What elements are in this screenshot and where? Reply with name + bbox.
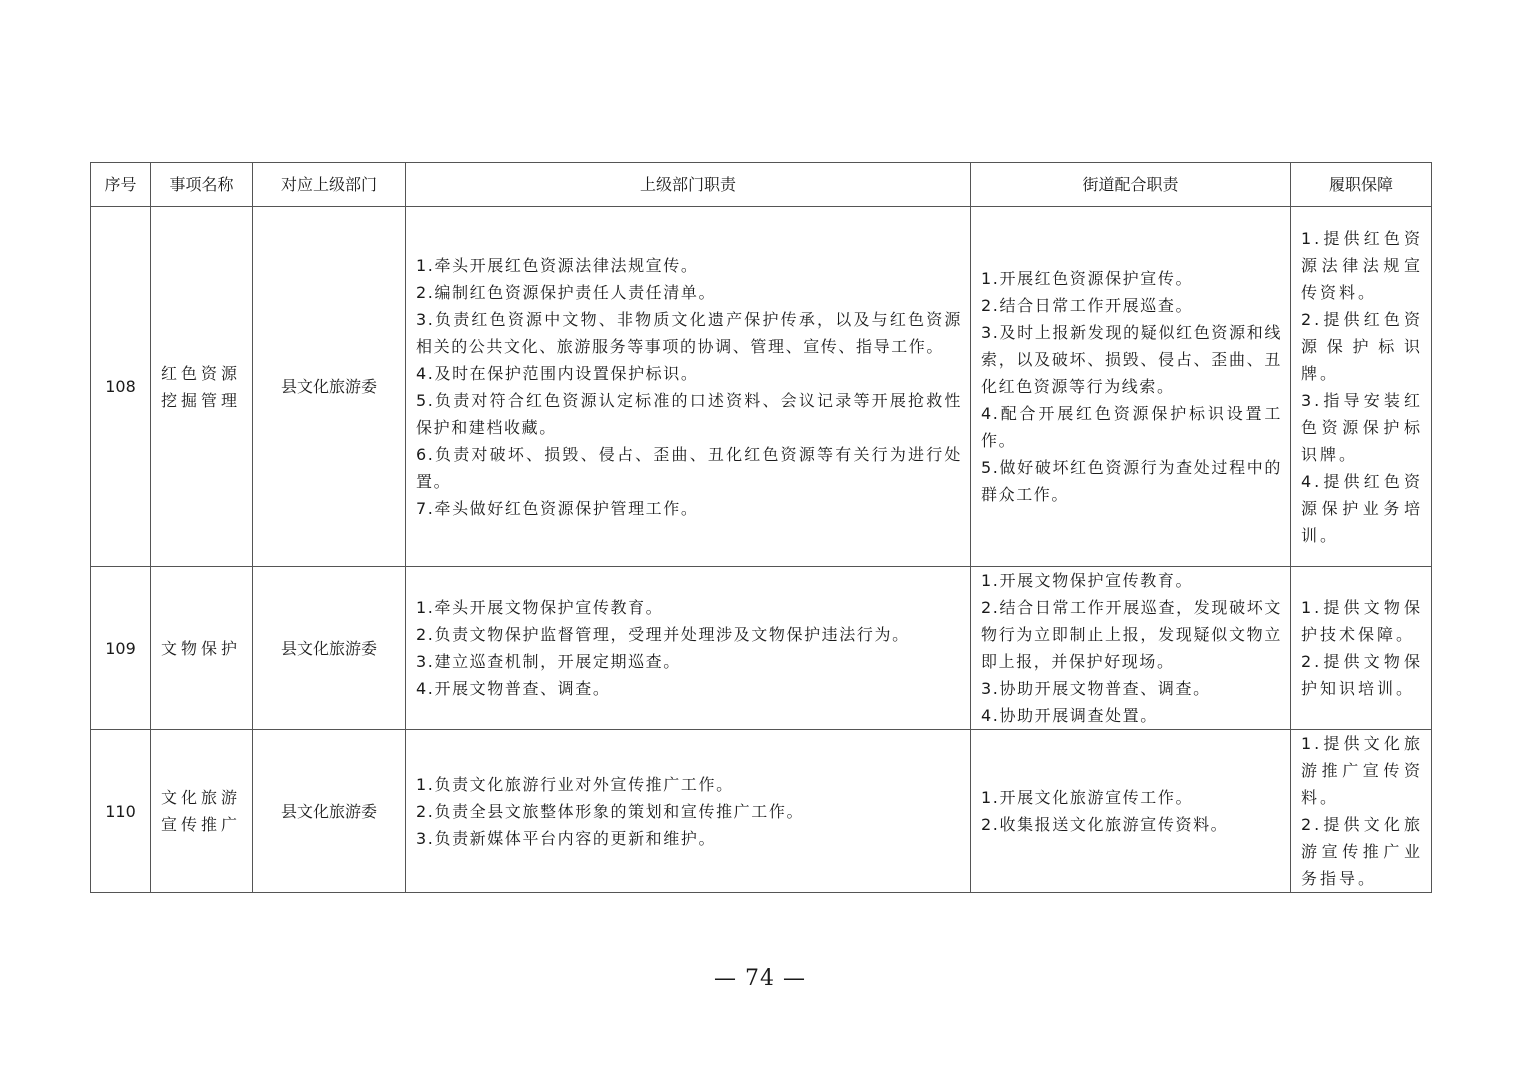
list-item: 2.提供红色资源保护标识牌。 [1301,309,1423,383]
superior-duties-cell [406,567,971,730]
header-guarantee: 履职保障 [1291,163,1432,207]
guarantee-list [1301,594,1423,702]
list-item: 5.负责对符合红色资源认定标准的口述资料、会议记录等开展抢救性保护和建档收藏。 [416,390,962,437]
list-item: 1.牵头开展红色资源法律法规宣传。 [416,255,699,275]
street-duties-list [981,265,1282,508]
row-number: 110 [91,730,151,893]
dept-cell: 县文化旅游委 [253,207,406,567]
list-item: 3.协助开展文物普查、调查。 [981,679,1211,698]
list-item: 2.负责全县文旅整体形象的策划和宣传推广工作。 [416,801,805,821]
row-number: 109 [91,567,151,730]
list-item: 1.开展文物保护宣传教育。 [981,571,1194,590]
superior-duties-list [416,771,962,852]
item-name: 文物保护 [161,638,242,658]
list-item: 4.开展文物普查、调查。 [416,679,611,698]
list-item: 3.及时上报新发现的疑似红色资源和线索，以及破坏、损毁、侵占、歪曲、丑化红色资源等行为线索。 [981,323,1282,396]
list-item: 5.做好破坏红色资源行为查处过程中的群众工作。 [981,458,1282,504]
list-item: 2.提供文物保护知识培训。 [1301,652,1423,698]
list-item: 1.提供文化旅游推广宣传资料。 [1301,734,1423,807]
list-item: 7.牵头做好红色资源保护管理工作。 [416,498,699,518]
item-name: 文化旅游宣传推广 [161,788,242,834]
dept-cell: 县文化旅游委 [253,567,406,730]
list-item: 3.指导安装红色资源保护标识牌。 [1301,390,1423,464]
guarantee-list [1301,225,1423,549]
list-item: 3.负责红色资源中文物、非物质文化遗产保护传承，以及与红色资源相关的公共文化、旅游服务等事项的协调、管理、宣传、指导工作。 [416,309,962,356]
guarantee-list [1301,730,1423,892]
list-item: 4.配合开展红色资源保护标识设置工作。 [981,404,1282,450]
list-item: 1.开展红色资源保护宣传。 [981,269,1194,288]
street-duties-cell [971,207,1291,567]
list-item: 1.开展文化旅游宣传工作。 [981,788,1194,807]
table-row [91,730,1432,893]
table-row [91,567,1432,730]
list-item: 2.收集报送文化旅游宣传资料。 [981,815,1229,834]
duties-table [90,162,1432,893]
superior-duties-cell [406,730,971,893]
street-duties-list [981,784,1282,838]
list-item: 3.建立巡查机制，开展定期巡查。 [416,652,681,671]
superior-duties-cell [406,207,971,567]
list-item: 2.结合日常工作开展巡查，发现破坏文物行为立即制止上报，发现疑似文物立即上报，并保护好现场。 [981,598,1282,671]
list-item: 1.负责文化旅游行业对外宣传推广工作。 [416,774,734,794]
header-dept: 对应上级部门 [253,163,406,207]
dept-cell: 县文化旅游委 [253,730,406,893]
item-name-cell [151,207,253,567]
item-name-cell [151,567,253,730]
list-item: 2.负责文物保护监督管理，受理并处理涉及文物保护违法行为。 [416,625,910,644]
list-item: 2.编制红色资源保护责任人责任清单。 [416,282,717,302]
header-no: 序号 [91,163,151,207]
list-item: 1.牵头开展文物保护宣传教育。 [416,598,664,617]
page-number: — 74 — [714,966,806,991]
guarantee-cell [1291,207,1432,567]
list-item: 6.负责对破坏、损毁、侵占、歪曲、丑化红色资源等有关行为进行处置。 [416,444,962,491]
superior-duties-list [416,594,962,702]
list-item: 4.及时在保护范围内设置保护标识。 [416,363,699,383]
header-name: 事项名称 [151,163,253,207]
list-item: 4.协助开展调查处置。 [981,706,1158,725]
row-number: 108 [91,207,151,567]
guarantee-cell [1291,567,1432,730]
superior-duties-list [416,252,962,522]
guarantee-cell [1291,730,1432,893]
list-item: 2.提供文化旅游宣传推广业务指导。 [1301,815,1423,888]
header-superior-duties: 上级部门职责 [406,163,971,207]
item-name: 红色资源挖掘管理 [161,363,242,410]
street-duties-cell [971,567,1291,730]
table-header-row [91,163,1432,207]
street-duties-cell [971,730,1291,893]
item-name-cell [151,730,253,893]
list-item: 1.提供文物保护技术保障。 [1301,598,1423,644]
list-item: 2.结合日常工作开展巡查。 [981,296,1194,315]
header-street-duties: 街道配合职责 [971,163,1291,207]
table-row [91,207,1432,567]
list-item: 4.提供红色资源保护业务培训。 [1301,471,1423,545]
list-item: 3.负责新媒体平台内容的更新和维护。 [416,828,717,848]
street-duties-list [981,567,1282,729]
list-item: 1.提供红色资源法律法规宣传资料。 [1301,228,1423,302]
